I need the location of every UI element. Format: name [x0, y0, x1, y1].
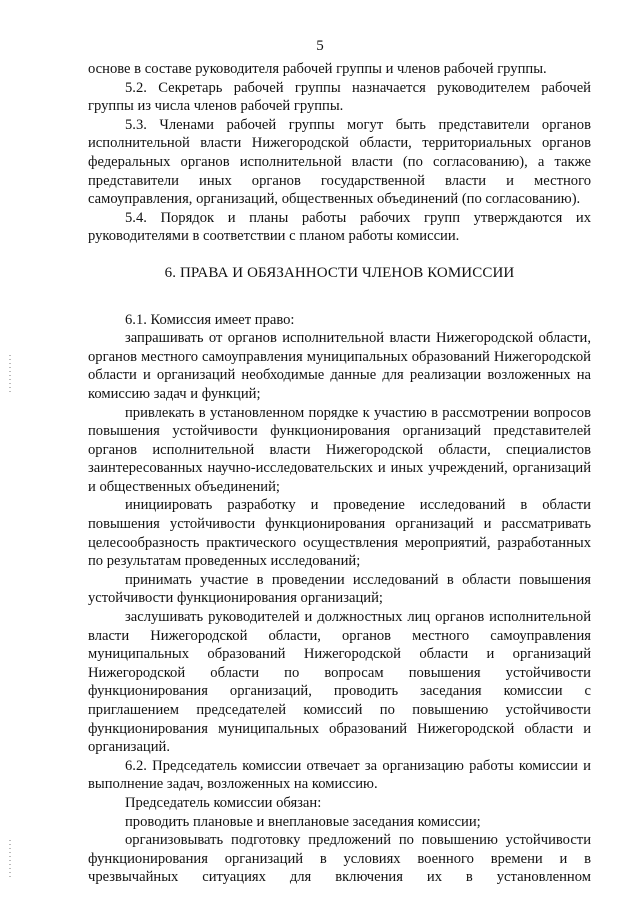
page-number: 5 [316, 38, 324, 54]
document-body [88, 60, 591, 887]
paragraph-right-1: запрашивать от органов исполнительной власти Нижегородской области, органов местного самоуправления муниципальных образований Нижегородской области и организаций необходимые данные для реализации возложенных на комиссию задач и функций; [88, 330, 591, 402]
paragraph-chair: Председатель комиссии обязан: [125, 794, 322, 811]
paragraph-6-1: 6.1. Комиссия имеет право: [125, 311, 295, 328]
paragraph-duty-1: проводить плановые и внеплановые заседания комиссии; [125, 813, 481, 830]
paragraph-duty-2: организовывать подготовку предложений по повышению устойчивости функционирования организаций в условиях военного времени и в чрезвычайных ситуациях для включения их в установленном [88, 832, 591, 886]
paragraph-cont: основе в составе руководителя рабочей группы и членов рабочей группы. [88, 61, 547, 77]
paragraph-6-2: 6.2. Председатель комиссии отвечает за организацию работы комиссии и выполнение задач, возложенных на комиссию. [88, 757, 591, 793]
section-5-continuation [88, 60, 591, 246]
section-6-body [88, 311, 591, 887]
paragraph-5-4: 5.4. Порядок и планы работы рабочих групп утверждаются их руководителями в соответствии с планом работы комиссии. [88, 209, 591, 245]
paragraph-5-2: 5.2. Секретарь рабочей группы назначается руководителем рабочей группы из числа членов рабочей группы. [88, 79, 591, 115]
paragraph-right-4: принимать участие в проведении исследований в области повышения устойчивости функционирования организаций; [88, 571, 591, 607]
scan-edge-mark [9, 840, 11, 880]
paragraph-5-3: 5.3. Членами рабочей группы могут быть представители органов исполнительной власти Нижегородской области, территориальных органов федеральных органов исполнительной власти (по согласованию), а также представители иных органов государственной власти и местного самоуправления, организаций, общественных объединений (по согласованию). [88, 116, 591, 208]
paragraph-right-2: привлекать в установленном порядке к участию в рассмотрении вопросов повышения устойчивости функционирования организаций представителей органов исполнительной власти Нижегородской области, специалистов заинтересованных научно-исследовательских и иных учреждений, организаций и общественных объединений; [88, 404, 591, 495]
paragraph-right-3: инициировать разработку и проведение исследований в области повышения устойчивости функционирования организаций и рассматривать целесообразность практического осуществления мероприятий, разработанных по результатам проведенных исследований; [88, 497, 591, 570]
scan-edge-mark [9, 355, 11, 395]
paragraph-right-5: заслушивать руководителей и должностных лиц органов исполнительной власти Нижегородской области, органов местного самоуправления муниципальных образований Нижегородской области и организаций Нижегородской области по вопросам повышения устойчивости функционирования организаций, проводить заседания комиссии с приглашением председателей комиссий по повышению устойчивости функционирования муниципальных образований Нижегородской области и организаций. [88, 609, 591, 756]
section-title: 6. ПРАВА И ОБЯЗАННОСТИ ЧЛЕНОВ КОМИССИИ [164, 264, 515, 281]
